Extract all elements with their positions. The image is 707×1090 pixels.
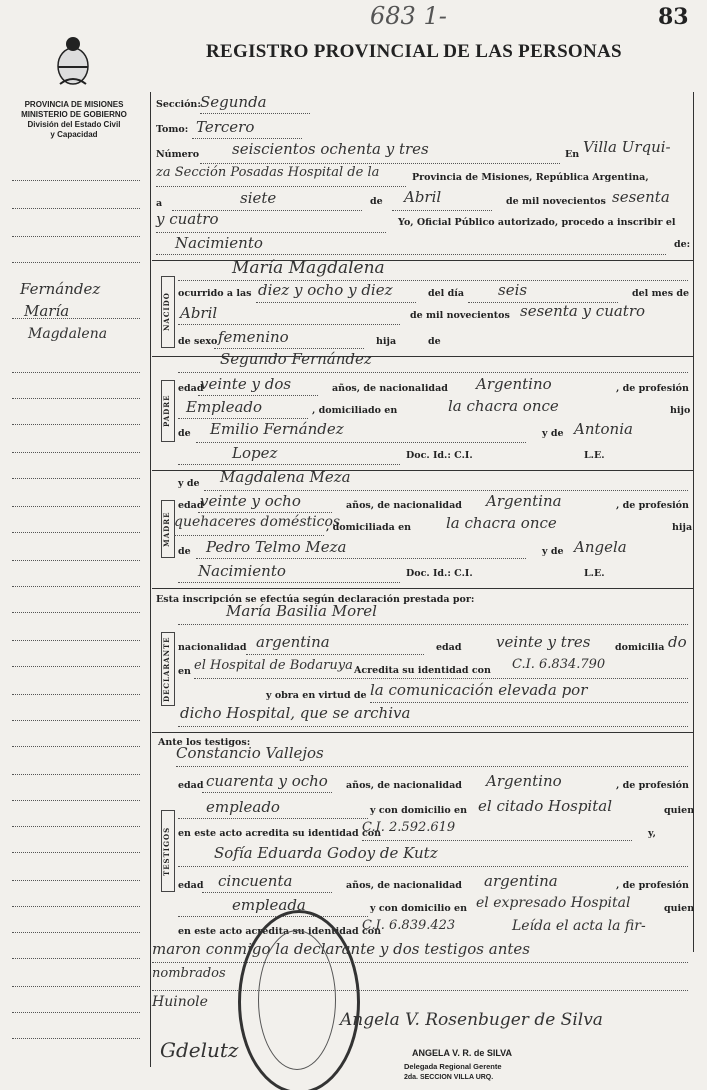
day-value: siete (240, 189, 277, 207)
en-label: En (565, 149, 580, 160)
section-label-padre: PADRE (161, 380, 175, 442)
en-value: Villa Urqui- (583, 138, 671, 156)
closing-line1: Leída el acta la fir- (512, 918, 646, 934)
testigo2-dom-label: y con domicilio en (370, 903, 468, 914)
padre-de-label: de (178, 428, 191, 439)
seccion-value: Segunda (200, 93, 267, 111)
testigo1-quien-label: quien (664, 805, 695, 816)
declarante-edad-value: veinte y tres (496, 633, 591, 651)
testigo1-acredita-label: en este acto acredita su identidad con (178, 828, 381, 839)
numero-label: Número (156, 149, 200, 160)
a-label: a (156, 198, 163, 209)
padre-edad-value: veinte y dos (200, 375, 292, 393)
testigo1-edad-value: cuarenta y ocho (206, 772, 328, 790)
testigo2-nac-label: años, de nacionalidad (346, 880, 462, 891)
padre-nac-value: Argentino (476, 375, 552, 393)
margin-annotation-surname: Fernández (20, 280, 101, 298)
testigo1-prof-label: , de profesión (616, 780, 689, 791)
testigo-y-label: y, (648, 828, 656, 839)
declarante-dom-value: do (668, 633, 687, 651)
madre-nac-label: años, de nacionalidad (346, 500, 462, 511)
declarante-intro: Esta inscripción se efectúa según declaración prestada por: (156, 594, 475, 605)
padre-nac-label: años, de nacionalidad (332, 383, 448, 394)
declarante-nac-label: nacionalidad (178, 642, 247, 653)
authority-line: División del Estado Civil (27, 120, 121, 129)
testigo2-id-value: C.I. 6.839.423 (362, 918, 456, 933)
location-value: za Sección Posadas Hospital de la (156, 165, 380, 180)
madre-dom-label: , domiciliada en (326, 522, 412, 533)
testigo2-edad-value: cincuenta (218, 872, 293, 890)
declarante-edad-label: edad (436, 642, 462, 653)
testigo2-prof-label: , de profesión (616, 880, 689, 891)
testigo2-prof-value: empleada (232, 896, 306, 914)
declarante-acredita-value: C.I. 6.834.790 (512, 657, 606, 672)
issuing-authority (8, 100, 140, 140)
padre-edad-label: edad (178, 383, 204, 394)
testigo1-nac-label: años, de nacionalidad (346, 780, 462, 791)
margin-annotation-name2: Magdalena (28, 326, 108, 342)
padre-mother-value: Antonia (574, 420, 633, 438)
closing-line4: Huinole (152, 994, 208, 1010)
testigo1-name: Constancio Vallejos (176, 744, 324, 762)
padre-yde-label: y de (542, 428, 564, 439)
argentina-coat-of-arms-icon (52, 34, 94, 88)
section-label-nacido: NACIDO (161, 276, 175, 348)
testigo2-name: Sofía Eduarda Godoy de Kutz (214, 844, 438, 862)
official-seal-inner-icon (258, 930, 336, 1070)
declarante-dom-label: domicilia (615, 642, 665, 653)
madre-edad-value: veinte y ocho (200, 492, 301, 510)
madre-hija-label: hija (672, 522, 693, 533)
madre-name: Magdalena Meza (220, 468, 351, 486)
testigo1-dom-value: el citado Hospital (478, 797, 612, 815)
stamp-section: 2da. SECCION VILLA URQ. (404, 1074, 494, 1081)
testigo2-quien-label: quien (664, 903, 695, 914)
dia-value: seis (498, 281, 528, 299)
year-label: de mil novecientos (506, 196, 606, 207)
padre-name: Segundo Fernández (220, 350, 372, 368)
stamp-name: ANGELA V. R. de SILVA (412, 1048, 513, 1058)
section-label-declarante: DECLARANTE (161, 632, 175, 706)
padre-dom-label: , domiciliado en (312, 405, 398, 416)
declarante-obra-label: y obra en virtud de (266, 690, 367, 701)
madre-nac-value: Argentina (486, 492, 562, 510)
testigo2-nac-value: argentina (484, 872, 558, 890)
testigo2-dom-value: el expresado Hospital (476, 895, 631, 911)
stamp-role: Delegada Regional Gerente (404, 1062, 502, 1071)
year-value: sesenta (612, 188, 670, 206)
declarante-name: María Basilia Morel (226, 602, 377, 620)
hora-value: diez y ocho y diez (258, 281, 393, 299)
hija-label: hija (376, 336, 397, 347)
oficial-text: Yo, Oficial Público autorizado, procedo a inscribir el (398, 217, 676, 228)
signature-official: Angela V. Rosenbuger de Silva (340, 1010, 603, 1030)
madre-le-label: L.E. (584, 568, 605, 579)
nacido-name: María Magdalena (232, 258, 385, 278)
acto-value: Nacimiento (175, 234, 263, 252)
year2-value: y cuatro (156, 210, 219, 228)
margin-annotation-name: María (24, 302, 70, 320)
month-value: Abril (404, 188, 442, 206)
declarante-acredita-label: Acredita su identidad con (354, 665, 491, 676)
authority-line: y Capacidad (50, 130, 98, 139)
testigo2-edad-label: edad (178, 880, 204, 891)
padre-mother2-value: Lopez (232, 444, 278, 462)
testigo1-id-value: C.I. 2.592.619 (362, 820, 456, 835)
section-label-madre: MADRE (161, 500, 175, 558)
declarante-en-value: el Hospital de Bodaruya (194, 658, 353, 673)
madre-doc-pre-value: Nacimiento (198, 562, 286, 580)
madre-yde2-label: y de (542, 546, 564, 557)
sexo-value: femenino (218, 328, 289, 346)
hijo-label: hijo (670, 405, 691, 416)
authority-line: MINISTERIO DE GOBIERNO (21, 110, 127, 119)
de2-label: de: (674, 239, 691, 250)
padre-dom-value: la chacra once (448, 397, 559, 415)
closing-line3: nombrados (152, 966, 226, 981)
page-number: 83 (658, 4, 689, 30)
testigo1-prof-value: empleado (206, 798, 280, 816)
madre-de-label: de (178, 546, 191, 557)
mes-value: Abril (180, 304, 218, 322)
nacido-year-value: sesenta y cuatro (520, 302, 646, 320)
declarante-nac-value: argentina (256, 633, 330, 651)
testigo1-dom-label: y con domicilio en (370, 805, 468, 816)
numero-value: seiscientos ochenta y tres (232, 140, 429, 158)
declarante-en-label: en (178, 666, 191, 677)
mes-label: del mes de (632, 288, 690, 299)
dia-label: del día (428, 288, 465, 299)
ocurrido-label: ocurrido a las (178, 288, 252, 299)
padre-prof-value: Empleado (186, 398, 263, 416)
padre-doc-label: Doc. Id.: C.I. (406, 450, 473, 461)
tomo-value: Tercero (196, 118, 255, 136)
top-handwritten-note: 683 1- (370, 2, 447, 30)
sexo-label: de sexo (178, 336, 218, 347)
nacido-de-label: de (428, 336, 441, 347)
madre-doc-label: Doc. Id.: C.I. (406, 568, 473, 579)
seccion-label: Sección: (156, 99, 201, 110)
padre-prof-label: , de profesión (616, 383, 689, 394)
madre-yde-label: y de (178, 478, 200, 489)
closing-line2: maron conmigo la declarante y dos testigos antes (152, 940, 530, 958)
page-title: REGISTRO PROVINCIAL DE LAS PERSONAS (206, 41, 622, 62)
tomo-label: Tomo: (156, 124, 189, 135)
padre-le-label: L.E. (584, 450, 605, 461)
padre-father-value: Emilio Fernández (210, 420, 344, 438)
madre-mother-value: Angela (574, 538, 627, 556)
provincia-text: Provincia de Misiones, República Argentina, (412, 172, 649, 183)
testigo1-nac-value: Argentino (486, 772, 562, 790)
nacido-year-label: de mil novecientos (410, 310, 510, 321)
testigo1-edad-label: edad (178, 780, 204, 791)
authority-line: PROVINCIA DE MISIONES (24, 100, 124, 109)
testigos-intro: Ante los testigos: (158, 737, 251, 748)
section-label-testigos: TESTIGOS (161, 810, 175, 892)
madre-prof-value: quehaceres domésticos (174, 514, 341, 530)
declarante-obra2-value: dicho Hospital, que se archiva (180, 704, 411, 722)
de-label: de (370, 196, 383, 207)
madre-edad-label: edad (178, 500, 204, 511)
declarante-obra-value: la comunicación elevada por (370, 681, 588, 699)
madre-prof-label: , de profesión (616, 500, 689, 511)
testigo2-acredita-label: en este acto acredita su identidad con (178, 926, 381, 937)
madre-dom-value: la chacra once (446, 514, 557, 532)
signature-witness: Gdelutz (160, 1038, 239, 1062)
madre-father-value: Pedro Telmo Meza (206, 538, 347, 556)
